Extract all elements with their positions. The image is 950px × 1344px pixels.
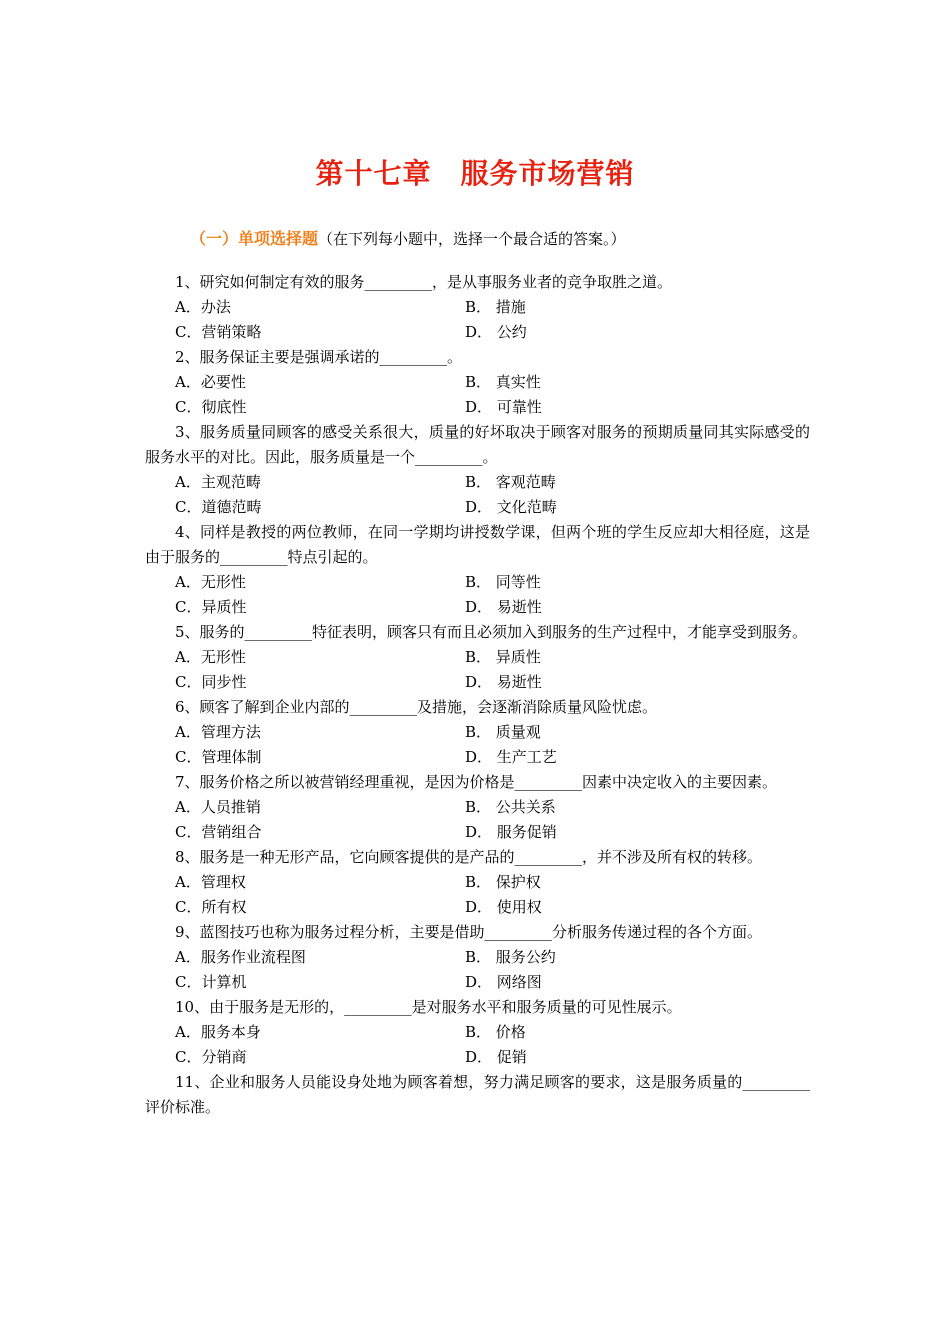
option-row	[145, 745, 810, 770]
option-a: A．服务作业流程图	[175, 948, 306, 966]
option-b: B． 质量观	[465, 723, 541, 741]
question-block	[145, 995, 810, 1070]
question-text: 9、蓝图技巧也称为服务过程分析，主要是借助_________分析服务传递过程的各个方面。	[175, 923, 763, 941]
option-a: A．服务本身	[175, 1023, 261, 1041]
option-row	[145, 645, 810, 670]
option-row	[145, 970, 810, 995]
option-row	[145, 720, 810, 745]
option-c: C．同步性	[175, 673, 247, 691]
question-text: 11、企业和服务人员能设身处地为顾客着想，努力满足顾客的要求，这是服务质量的_________评价标准。	[145, 1073, 810, 1116]
option-c: C．彻底性	[175, 398, 247, 416]
option-b: B． 客观范畴	[465, 473, 556, 491]
option-row	[145, 320, 810, 345]
option-row	[145, 670, 810, 695]
option-row	[145, 1045, 810, 1070]
section-heading: （一）单项选择题	[190, 229, 319, 248]
option-d: D． 网络图	[465, 973, 542, 991]
option-a: A．主观范畴	[175, 473, 261, 491]
option-d: D． 文化范畴	[465, 498, 557, 516]
question-block	[145, 920, 810, 995]
option-b: B． 异质性	[465, 648, 541, 666]
option-b: B． 同等性	[465, 573, 541, 591]
option-c: C．分销商	[175, 1048, 247, 1066]
question-text: 10、由于服务是无形的，_________是对服务水平和服务质量的可见性展示。	[175, 998, 682, 1016]
option-d: D． 使用权	[465, 898, 542, 916]
option-row	[145, 570, 810, 595]
option-d: D． 可靠性	[465, 398, 542, 416]
option-row	[145, 895, 810, 920]
question-block	[145, 845, 810, 920]
option-d: D． 公约	[465, 323, 527, 341]
option-d: D． 易逝性	[465, 598, 542, 616]
option-a: A．人员推销	[175, 798, 261, 816]
section-header	[190, 228, 830, 250]
option-a: A．办法	[175, 298, 231, 316]
option-a: A．必要性	[175, 373, 246, 391]
question-list	[145, 270, 810, 1120]
option-b: B． 真实性	[465, 373, 541, 391]
question-text: 3、服务质量同顾客的感受关系很大，质量的好坏取决于顾客对服务的预期质量同其实际感受的服务水平的对比。因此，服务质量是一个_________。	[145, 423, 810, 466]
option-row	[145, 870, 810, 895]
option-row	[145, 395, 810, 420]
option-d: D． 生产工艺	[465, 748, 557, 766]
chapter-title: 第十七章 服务市场营销	[315, 157, 635, 190]
question-block	[145, 345, 810, 420]
option-b: B． 服务公约	[465, 948, 556, 966]
option-row	[145, 370, 810, 395]
option-b: B． 价格	[465, 1023, 526, 1041]
question-text: 8、服务是一种无形产品，它向顾客提供的是产品的_________，并不涉及所有权的转移。	[175, 848, 763, 866]
question-text: 5、服务的_________特征表明，顾客只有而且必须加入到服务的生产过程中，才能享受到服务。	[175, 623, 808, 641]
option-c: C．道德范畴	[175, 498, 262, 516]
option-a: A．管理方法	[175, 723, 261, 741]
option-c: C．所有权	[175, 898, 247, 916]
option-row	[145, 820, 810, 845]
option-b: B． 保护权	[465, 873, 541, 891]
option-row	[145, 595, 810, 620]
option-b: B． 公共关系	[465, 798, 556, 816]
question-block	[145, 770, 810, 845]
question-text: 1、研究如何制定有效的服务_________，是从事服务业者的竞争取胜之道。	[175, 273, 673, 291]
question-block	[145, 695, 810, 770]
option-b: B． 措施	[465, 298, 526, 316]
question-text: 4、同样是教授的两位教师，在同一学期均讲授数学课，但两个班的学生反应却大相径庭，这是由于服务的_________特点引起的。	[145, 523, 810, 566]
option-row	[145, 295, 810, 320]
option-a: A．管理权	[175, 873, 246, 891]
option-row	[145, 495, 810, 520]
option-c: C．营销策略	[175, 323, 262, 341]
question-block	[145, 420, 810, 520]
section-instruction: （在下列每小题中，选择一个最合适的答案。）	[318, 230, 626, 248]
option-row	[145, 1020, 810, 1045]
option-d: D． 易逝性	[465, 673, 542, 691]
option-d: D． 促销	[465, 1048, 527, 1066]
option-c: C．管理体制	[175, 748, 262, 766]
option-row	[145, 945, 810, 970]
question-block	[145, 520, 810, 620]
question-text: 6、顾客了解到企业内部的_________及措施，会逐渐消除质量风险忧虑。	[175, 698, 658, 716]
option-row	[145, 795, 810, 820]
option-d: D． 服务促销	[465, 823, 557, 841]
option-c: C．计算机	[175, 973, 247, 991]
question-text: 7、服务价格之所以被营销经理重视，是因为价格是_________因素中决定收入的主要因素。	[175, 773, 778, 791]
option-a: A．无形性	[175, 573, 246, 591]
question-text: 2、服务保证主要是强调承诺的_________。	[175, 348, 463, 366]
question-block	[145, 270, 810, 345]
question-block	[145, 1070, 810, 1120]
option-c: C．营销组合	[175, 823, 262, 841]
question-block	[145, 620, 810, 695]
option-c: C．异质性	[175, 598, 247, 616]
option-row	[145, 470, 810, 495]
option-a: A．无形性	[175, 648, 246, 666]
